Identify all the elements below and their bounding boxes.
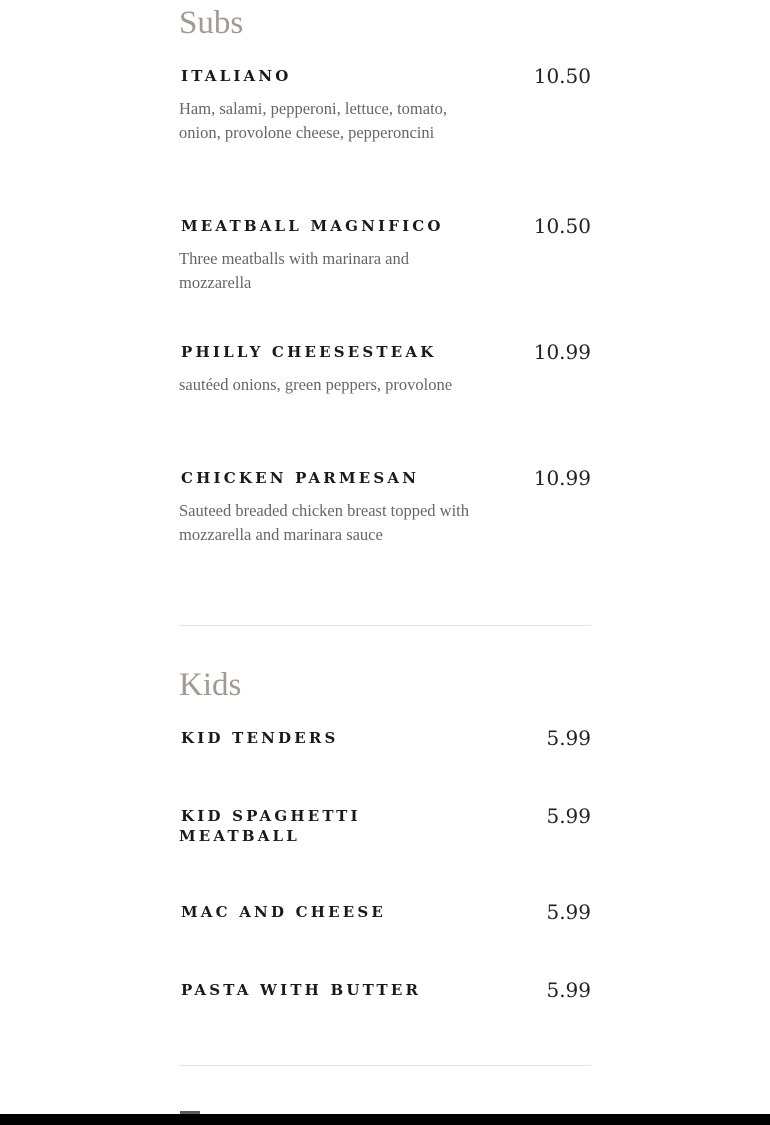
item-price: 10.99 [533,340,591,364]
item-price: 5.99 [546,726,591,750]
item-price: 5.99 [546,900,591,924]
item-description: sautéed onions, green peppers, provolone [179,375,453,394]
item-description: Sauteed breaded chicken breast topped with mozzarella and marinara sauce [179,501,470,544]
item-name: PHILLY CHEESESTEAK [181,343,437,361]
section-title-subs: Subs [179,5,244,41]
item-name: PASTA WITH BUTTER [181,981,422,999]
bottom-bar [0,1114,770,1125]
item-price: 5.99 [546,804,591,828]
item-price: 10.50 [533,214,591,238]
item-name: KID SPAGHETTI MEATBALL [179,807,361,845]
item-price: 10.50 [533,64,591,88]
section-divider [179,625,591,626]
item-name: ITALIANO [181,67,292,85]
item-description: Three meatballs with marinara and mozzarella [179,249,409,292]
item-price: 10.99 [533,466,591,490]
item-name: CHICKEN PARMESAN [181,469,420,487]
item-price: 5.99 [546,978,591,1002]
item-name: KID TENDERS [181,729,339,747]
item-description: Ham, salami, pepperoni, lettuce, tomato, onion, provolone cheese, pepperoncini [179,99,448,142]
item-name: MAC AND CHEESE [181,903,387,921]
item-name: MEATBALL MAGNIFICO [181,217,444,235]
section-title-kids: Kids [179,667,242,703]
section-divider [179,1065,591,1066]
